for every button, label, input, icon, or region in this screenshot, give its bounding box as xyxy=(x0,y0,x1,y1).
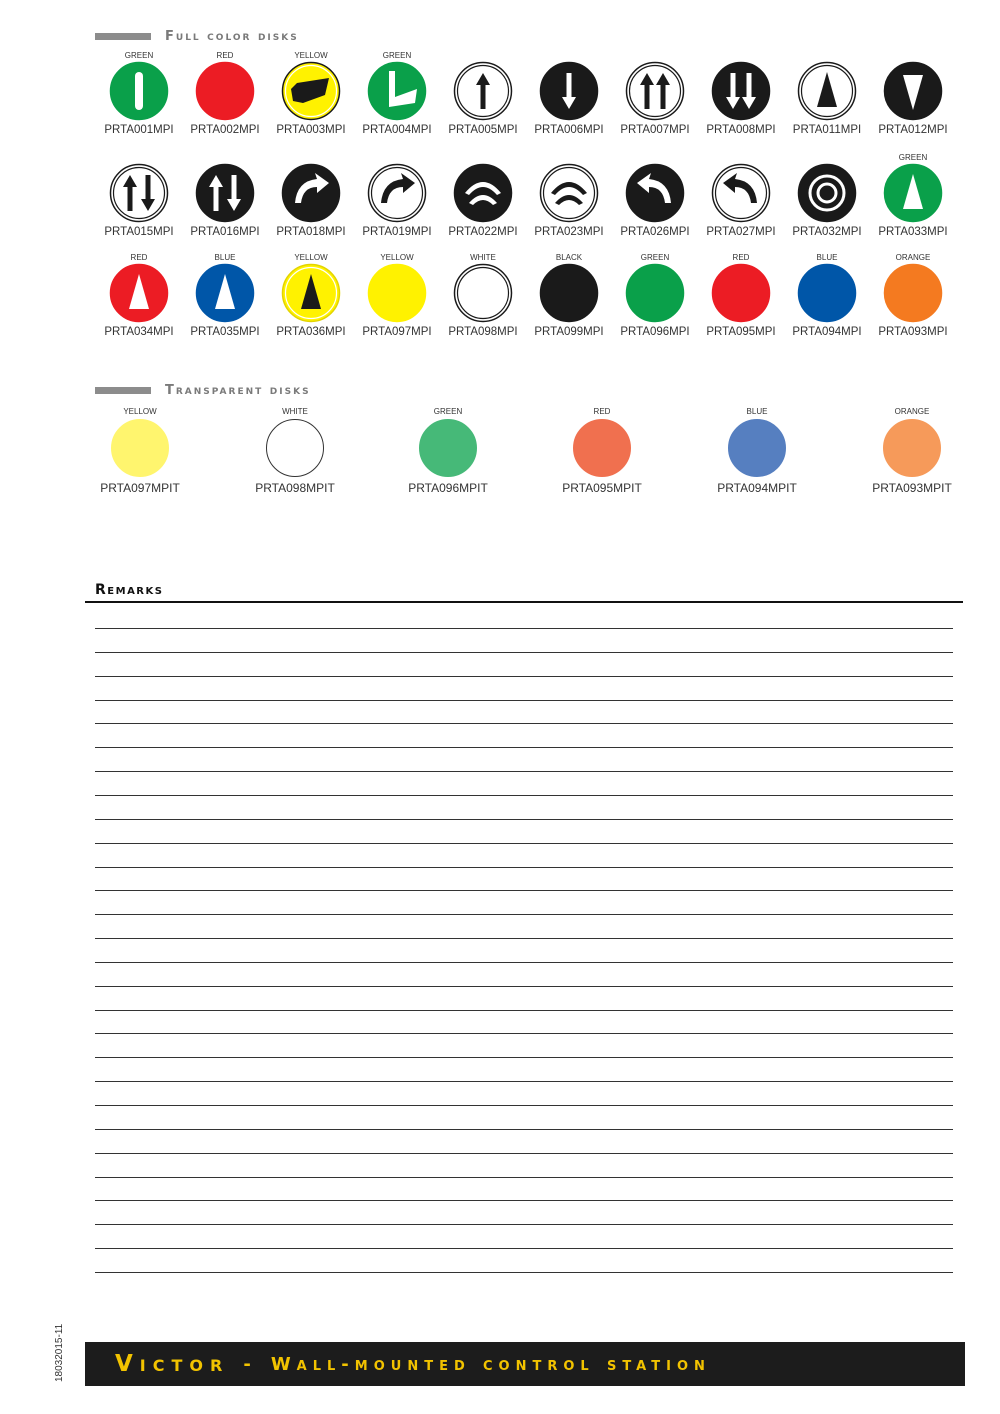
disk-color-label: ORANGE xyxy=(894,407,930,416)
disk-item xyxy=(526,50,612,136)
disk-code: PRTA012MPI xyxy=(878,124,948,136)
disk-color-label: ORANGE xyxy=(895,253,931,262)
disk-item xyxy=(96,50,182,136)
disk-icon xyxy=(625,61,685,121)
disk-code: PRTA001MPI xyxy=(104,124,174,136)
disk-color-label: GREEN xyxy=(382,51,412,60)
disk-icon xyxy=(539,163,599,223)
disk-color-label: BLUE xyxy=(746,407,768,416)
remarks-line xyxy=(95,628,953,629)
disk-icon xyxy=(453,163,513,223)
disk-code: PRTA026MPI xyxy=(620,226,690,238)
disk-code: PRTA096MPI xyxy=(620,326,690,338)
disk-item xyxy=(354,152,440,238)
remarks-rule xyxy=(85,601,963,603)
disk-code: PRTA036MPI xyxy=(276,326,346,338)
disk-code: PRTA011MPI xyxy=(792,124,862,136)
disk-color-label: WHITE xyxy=(470,253,496,262)
transparent-disk-circle xyxy=(573,419,631,477)
disk-code: PRTA007MPI xyxy=(620,124,690,136)
disk-icon xyxy=(281,61,341,121)
disk-icon xyxy=(109,61,169,121)
disk-icon xyxy=(883,61,943,121)
disk-color-label: BLUE xyxy=(816,253,838,262)
disk-color-label: GREEN xyxy=(898,153,928,162)
transparent-disk-item xyxy=(532,406,672,495)
disk-code: PRTA094MPI xyxy=(792,326,862,338)
disk-item xyxy=(526,152,612,238)
title-bar xyxy=(95,33,151,40)
disk-color-label xyxy=(698,50,784,61)
disk-color-label xyxy=(526,50,612,61)
disk-icon xyxy=(109,163,169,223)
remarks-line xyxy=(95,723,953,724)
disk-item xyxy=(182,50,268,136)
disk-icon xyxy=(367,163,427,223)
disk-color-label: RED xyxy=(593,407,611,416)
remarks-line xyxy=(95,890,953,891)
disk-item xyxy=(870,252,956,338)
remarks-title: Remarks xyxy=(95,582,164,598)
disk-code: PRTA098MPIT xyxy=(255,481,335,495)
remarks-line xyxy=(95,1248,953,1249)
disk-icon xyxy=(625,163,685,223)
disk-color-label: RED xyxy=(732,253,750,262)
disk-color-label xyxy=(870,50,956,61)
disk-color-label: GREEN xyxy=(640,253,670,262)
full-color-section-title xyxy=(95,28,299,44)
disk-color-label xyxy=(354,152,440,163)
disk-code: PRTA094MPIT xyxy=(717,481,797,495)
disk-code: PRTA095MPIT xyxy=(562,481,642,495)
disk-item xyxy=(96,252,182,338)
transparent-disk-circle xyxy=(728,419,786,477)
remarks-line xyxy=(95,1057,953,1058)
remarks-line xyxy=(95,1105,953,1106)
disk-color-label xyxy=(182,152,268,163)
disk-item xyxy=(784,50,870,136)
disk-code: PRTA093MPIT xyxy=(872,481,952,495)
disk-item xyxy=(870,50,956,136)
disk-item xyxy=(268,50,354,136)
disk-icon xyxy=(797,163,857,223)
remarks-line xyxy=(95,938,953,939)
disk-color-label xyxy=(612,152,698,163)
disk-color-label: YELLOW xyxy=(123,407,157,416)
remarks-line xyxy=(95,747,953,748)
disk-color-label xyxy=(698,152,784,163)
disk-color-label: YELLOW xyxy=(294,253,328,262)
disk-item xyxy=(784,152,870,238)
remarks-line xyxy=(95,1153,953,1154)
disk-code: PRTA098MPI xyxy=(448,326,518,338)
disk-icon xyxy=(367,263,427,323)
disk-code: PRTA096MPIT xyxy=(408,481,488,495)
transparent-disk-item xyxy=(687,406,827,495)
disk-code: PRTA005MPI xyxy=(448,124,518,136)
disk-color-label xyxy=(612,50,698,61)
disk-icon xyxy=(711,263,771,323)
disk-item xyxy=(354,252,440,338)
remarks-line xyxy=(95,819,953,820)
disk-code: PRTA022MPI xyxy=(448,226,518,238)
disk-icon xyxy=(453,61,513,121)
disk-code: PRTA015MPI xyxy=(104,226,174,238)
remarks-line xyxy=(95,1033,953,1034)
disk-code: PRTA097MPIT xyxy=(100,481,180,495)
transparent-disk-item xyxy=(225,406,365,495)
disk-code: PRTA002MPI xyxy=(190,124,260,136)
disk-icon xyxy=(797,61,857,121)
remarks-line xyxy=(95,867,953,868)
footer-separator: - xyxy=(243,1353,257,1375)
disk-color-label xyxy=(784,152,870,163)
disk-code: PRTA023MPI xyxy=(534,226,604,238)
document-code: 18032015-11 xyxy=(54,1323,65,1382)
remarks-line xyxy=(95,1272,953,1273)
disk-color-label: GREEN xyxy=(124,51,154,60)
disk-code: PRTA093MPI xyxy=(878,326,948,338)
disk-code: PRTA008MPI xyxy=(706,124,776,136)
disk-color-label: YELLOW xyxy=(294,51,328,60)
disk-item xyxy=(182,252,268,338)
disk-item xyxy=(354,50,440,136)
disk-code: PRTA018MPI xyxy=(276,226,346,238)
remarks-line xyxy=(95,986,953,987)
disk-color-label: RED xyxy=(130,253,148,262)
footer-subtitle: Wall-mounted control station xyxy=(270,1353,711,1375)
transparent-disk-circle xyxy=(266,419,324,477)
remarks-line xyxy=(95,843,953,844)
remarks-line xyxy=(95,914,953,915)
disk-icon xyxy=(883,263,943,323)
disk-code: PRTA035MPI xyxy=(190,326,260,338)
disk-code: PRTA016MPI xyxy=(190,226,260,238)
disk-item xyxy=(698,50,784,136)
disk-code: PRTA004MPI xyxy=(362,124,432,136)
footer-brand: Victor xyxy=(115,1351,230,1377)
disk-item xyxy=(870,152,956,238)
disk-code: PRTA034MPI xyxy=(104,326,174,338)
remarks-line xyxy=(95,652,953,653)
disk-item xyxy=(612,50,698,136)
disk-code: PRTA027MPI xyxy=(706,226,776,238)
disk-color-label xyxy=(440,50,526,61)
remarks-line xyxy=(95,962,953,963)
remarks-line xyxy=(95,1200,953,1201)
disk-item xyxy=(526,252,612,338)
transparent-disk-circle xyxy=(883,419,941,477)
disk-icon xyxy=(281,263,341,323)
disk-item xyxy=(440,50,526,136)
disk-color-label: WHITE xyxy=(282,407,308,416)
disk-code: PRTA032MPI xyxy=(792,226,862,238)
remarks-line xyxy=(95,1129,953,1130)
disk-icon xyxy=(883,163,943,223)
transparent-section-title xyxy=(95,382,311,398)
transparent-disk-circle xyxy=(419,419,477,477)
transparent-disk-circle xyxy=(111,419,169,477)
transparent-disk-item xyxy=(842,406,982,495)
disk-item xyxy=(698,152,784,238)
disk-icon xyxy=(711,163,771,223)
disk-icon xyxy=(453,263,513,323)
remarks-line xyxy=(95,795,953,796)
disk-color-label: BLACK xyxy=(555,253,583,262)
disk-code: PRTA095MPI xyxy=(706,326,776,338)
disk-icon xyxy=(195,61,255,121)
disk-item xyxy=(96,152,182,238)
transparent-disk-item xyxy=(378,406,518,495)
transparent-disk-item xyxy=(70,406,210,495)
disk-icon xyxy=(195,163,255,223)
disk-icon xyxy=(539,61,599,121)
disk-icon xyxy=(797,263,857,323)
disk-item xyxy=(612,252,698,338)
disk-item xyxy=(182,152,268,238)
disk-code: PRTA006MPI xyxy=(534,124,604,136)
disk-item xyxy=(440,252,526,338)
disk-item xyxy=(784,252,870,338)
disk-code: PRTA099MPI xyxy=(534,326,604,338)
remarks-line xyxy=(95,676,953,677)
disk-color-label: GREEN xyxy=(433,407,463,416)
disk-code: PRTA033MPI xyxy=(878,226,948,238)
disk-item xyxy=(612,152,698,238)
disk-color-label xyxy=(268,152,354,163)
disk-icon xyxy=(109,263,169,323)
disk-color-label: BLUE xyxy=(214,253,236,262)
remarks-line xyxy=(95,771,953,772)
remarks-line xyxy=(95,700,953,701)
disk-item xyxy=(698,252,784,338)
remarks-line xyxy=(95,1010,953,1011)
disk-icon xyxy=(711,61,771,121)
disk-icon xyxy=(367,61,427,121)
disk-icon xyxy=(625,263,685,323)
disk-icon xyxy=(539,263,599,323)
remarks-line xyxy=(95,1224,953,1225)
disk-color-label: RED xyxy=(216,51,234,60)
remarks-line xyxy=(95,1177,953,1178)
full-color-title: Full color disks xyxy=(165,28,299,44)
disk-item xyxy=(268,152,354,238)
disk-color-label xyxy=(440,152,526,163)
disk-color-label xyxy=(526,152,612,163)
disk-code: PRTA097MPI xyxy=(362,326,432,338)
disk-item xyxy=(440,152,526,238)
disk-code: PRTA019MPI xyxy=(362,226,432,238)
footer-banner xyxy=(85,1342,965,1386)
disk-icon xyxy=(281,163,341,223)
disk-color-label: YELLOW xyxy=(380,253,414,262)
disk-color-label xyxy=(96,152,182,163)
disk-color-label xyxy=(784,50,870,61)
disk-code: PRTA003MPI xyxy=(276,124,346,136)
disk-item xyxy=(268,252,354,338)
transparent-title: Transparent disks xyxy=(165,382,311,398)
remarks-line xyxy=(95,1081,953,1082)
disk-icon xyxy=(195,263,255,323)
title-bar xyxy=(95,387,151,394)
